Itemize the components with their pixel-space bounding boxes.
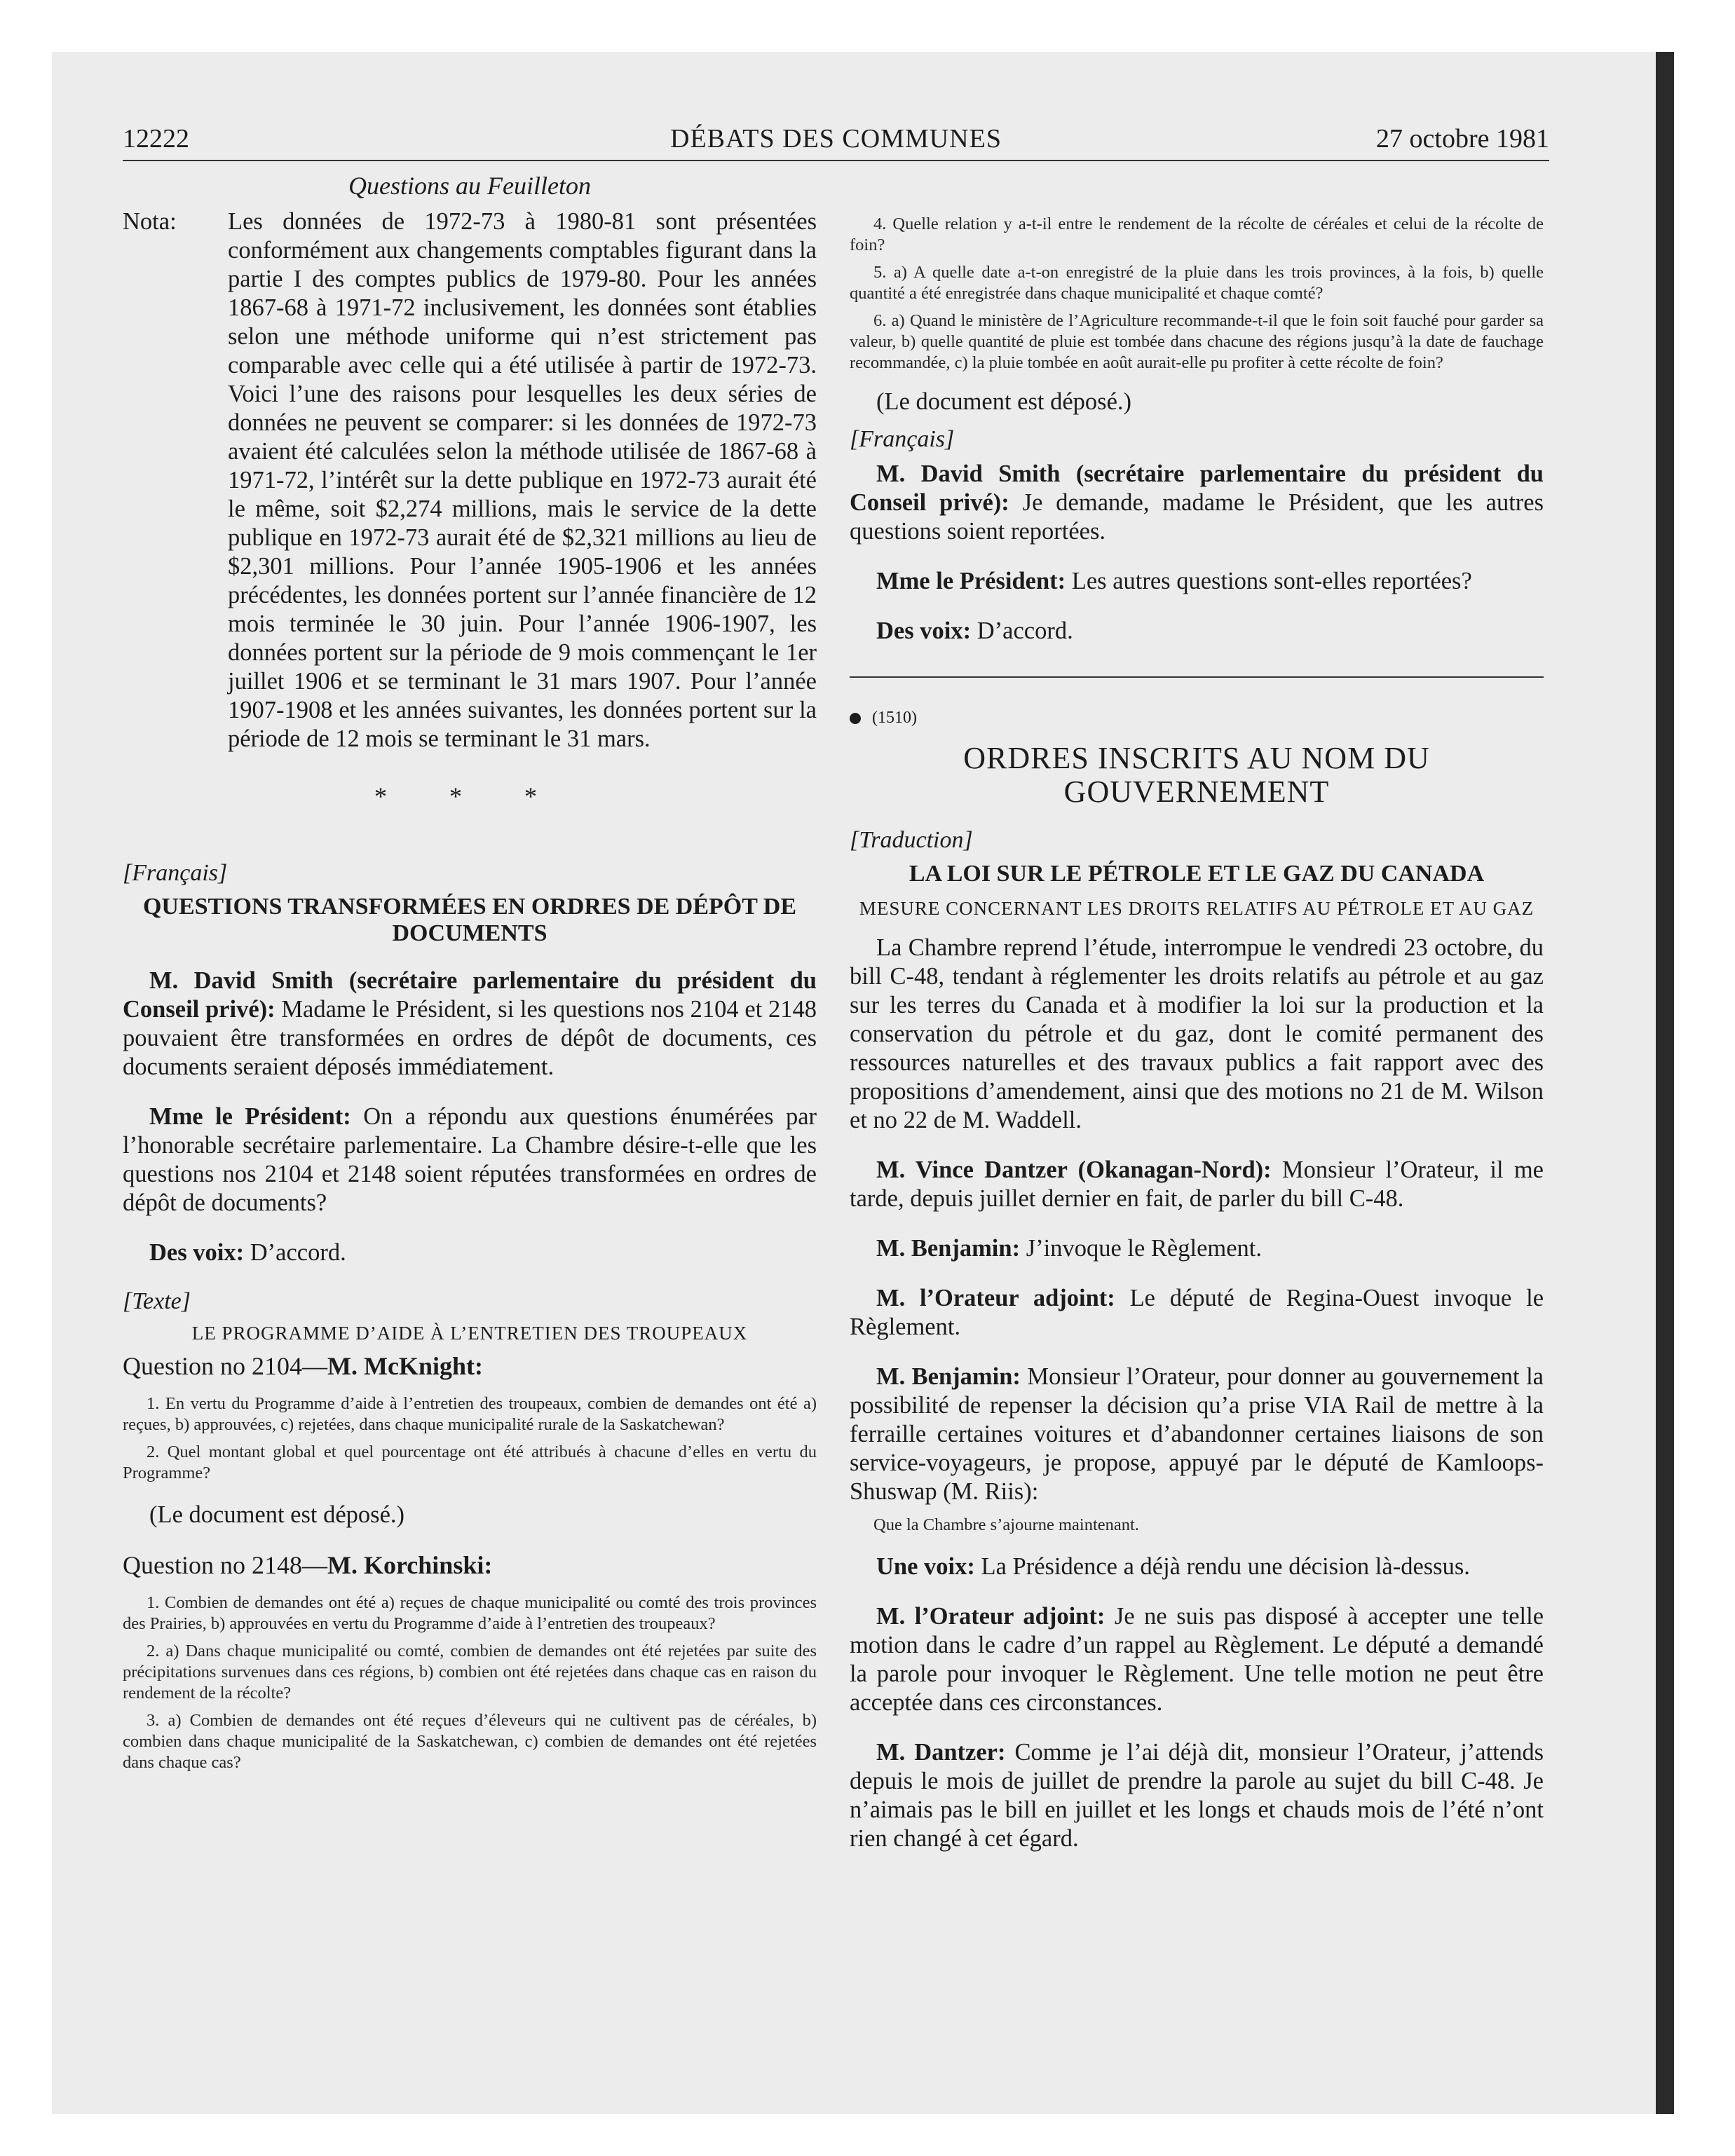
speech-text: Monsieur l’Orateur, il me tarde, depuis juillet dernier en fait, de parler du bill C-48.	[850, 1157, 1544, 1212]
bill-heading: LA LOI SUR LE PÉTROLE ET LE GAZ DU CANADA	[909, 861, 1485, 887]
speech	[123, 967, 817, 1082]
speech-text: Je demande, madame le Président, que les autres questions soient reportées.	[850, 489, 1544, 545]
language-tag: [Français]	[850, 426, 955, 452]
publication-title: DÉBATS DES COMMUNES	[670, 124, 1002, 153]
section-separator: * * *	[374, 782, 565, 810]
speech	[850, 460, 1544, 546]
speech	[850, 1284, 1544, 1342]
speech-text: Le député de Regina-Ouest invoque le Règlement.	[850, 1285, 1544, 1340]
speech-text: Je ne suis pas disposé à accepter une telle motion dans le cadre d’un rappel au Règlement. Le député a demandé la parole pour invoquer le Règlement. Une telle motion ne peut être acceptée dans ces circonstances.	[850, 1603, 1544, 1716]
section-title: Questions au Feuilleton	[348, 172, 591, 200]
speech-text: Madame le Président, si les questions nos 2104 et 2148 pouvaient être transformées en ordres de dépôt de documents, ces documents seraient déposés immédiatement.	[123, 996, 817, 1080]
bill-subheading: MESURE CONCERNANT LES DROITS RELATIFS AU PÉTROLE ET AU GAZ	[859, 898, 1535, 919]
speaker: M. l’Orateur adjoint:	[876, 1603, 1105, 1630]
bullet-icon	[850, 713, 861, 724]
speech	[850, 1156, 1544, 1213]
question-item: 2. a) Dans chaque municipalité ou comté, combien de demandes ont été rejetées par suite des précipitations survenues dans ces régions, b) combien ont été rejetées dans chaque cas en raison du rendement de la récolte?	[123, 1642, 817, 1703]
speech-text: Comme je l’ai déjà dit, monsieur l’Orateur, j’attends depuis le mois de juillet de prendre la parole au sujet du bill C-48. Je n’aimais pas le bill en juillet et les longs et chauds mois de l’été n’ont rien changé à cet égard.	[850, 1739, 1544, 1852]
time-stamp: (1510)	[872, 709, 917, 727]
question-number: Question no 2104—	[123, 1352, 327, 1380]
speech-text: J’invoque le Règlement.	[1026, 1235, 1262, 1262]
nota-block	[123, 207, 817, 753]
speech-text: D’accord.	[977, 618, 1073, 644]
speech	[850, 1738, 1544, 1853]
tabled-notice: (Le document est déposé.)	[876, 388, 1132, 415]
question-item: 2. Quel montant global et quel pourcentage ont été attribués à chacune d’elles en vertu du Programme?	[123, 1442, 817, 1482]
speaker: Mme le Président:	[149, 1103, 351, 1130]
question-number: Question no 2148—	[123, 1551, 327, 1579]
speaker: M. David Smith (secrétaire parlementaire du président du Conseil privé):	[850, 460, 1544, 516]
language-tag: [Français]	[123, 860, 228, 886]
speaker: M. Benjamin:	[876, 1235, 1021, 1262]
speaker: Une voix:	[876, 1553, 975, 1580]
question-author: M. McKnight:	[327, 1352, 483, 1380]
speaker: M. l’Orateur adjoint:	[876, 1285, 1115, 1311]
horizontal-rule	[850, 676, 1544, 678]
speech	[123, 1239, 817, 1267]
question-item: 3. a) Combien de demandes ont été reçues d’éleveurs qui ne cultivent pas de céréales, b) combien dans chaque municipalité de la Saskatchewan, c) combien de demandes ont été rejetées dans chaque cas?	[123, 1711, 817, 1772]
nota-text: Les données de 1972-73 à 1980-81 sont présentées conformément aux changements comptables figurant dans la partie I des comptes publics de 1979-80. Pour les années 1867-68 à 1971-72 inclusivement, les données sont établies selon une méthode uniforme qui n’est strictement pas comparable avec celle qui a été utilisée à partir de 1972-73. Voici l’une des raisons pour lesquelles les deux séries de données ne peuvent se comparer: si les données de 1972-73 avaient été calculées selon la méthode utilisée de 1867-68 à 1971-72, l’intérêt sur la dette publique en 1972-73 aurait été le même, soit $2,274 millions, mais le service de la dette publique en 1972-73 aurait été de $2,321 millions au lieu de $2,301 millions. Pour l’année 1905-1906 et les années précédentes, les données portent sur l’année financière de 12 mois terminée le 30 juin. Pour l’année 1906-1907, les données portent sur la période de 9 mois commençant le 1er juillet 1906 et se terminant le 31 mars 1907. Pour l’année 1907-1908 et les années suivantes, les données portent sur la période de 12 mois se terminant le 31 mars.	[228, 208, 817, 752]
speaker: M. Dantzer:	[876, 1739, 1006, 1766]
speaker: M. David Smith (secrétaire parlementaire du président du Conseil privé):	[123, 967, 817, 1023]
question-item: 4. Quelle relation y a-t-il entre le rendement de la récolte de céréales et celui de la récolte de foin?	[850, 214, 1544, 254]
page-number: 12222	[123, 124, 189, 153]
question-item: 6. a) Quand le ministère de l’Agriculture recommande-t-il que le foin soit fauché pour garder sa valeur, b) quelle quantité de pluie est tombée dans chacune des régions jusqu’à la date de fauchage recommandée, c) la pluie tombée en août aurait-elle pu profiter à cette récolte de foin?	[850, 311, 1544, 372]
speech	[850, 1363, 1544, 1506]
speaker: M. Benjamin:	[876, 1363, 1021, 1390]
question-item: 5. a) A quelle date a-t-on enregistré de la pluie dans les trois provinces, à la fois, b) quelle quantité a été enregistrée dans chaque municipalité et chaque comté?	[850, 263, 1544, 303]
left-column	[123, 168, 817, 1780]
speaker: M. Vince Dantzer (Okanagan-Nord):	[876, 1157, 1272, 1183]
speaker: Des voix:	[149, 1239, 245, 1266]
programme-heading: LE PROGRAMME D’AIDE À L’ENTRETIEN DES TROUPEAUX	[191, 1323, 748, 1344]
orders-heading: ORDRES INSCRITS AU NOM DU GOUVERNEMENT	[963, 741, 1430, 809]
speech	[850, 1602, 1544, 1717]
speech-text: On a répondu aux questions énumérées par l’honorable secrétaire parlementaire. La Chambre désire-t-elle que les questions nos 2104 et 2148 soient réputées transformées en ordres de dépôt de documents?	[123, 1103, 817, 1216]
question-item: 1. En vertu du Programme d’aide à l’entretien des troupeaux, combien de demandes ont été a) reçues, b) approuvées, c) rejetées, dans chaque municipalité rurale de la Saskatchewan?	[123, 1394, 817, 1434]
running-header	[123, 118, 1549, 161]
speech	[123, 1103, 817, 1217]
language-tag: [Traduction]	[850, 827, 973, 853]
speaker: Mme le Président:	[876, 568, 1066, 594]
speech	[850, 567, 1544, 596]
time-marker	[850, 709, 1544, 728]
speech	[850, 1234, 1544, 1263]
question-author: M. Korchinski:	[327, 1551, 493, 1579]
speech-text: D’accord.	[250, 1239, 346, 1266]
language-tag: [Texte]	[123, 1288, 191, 1314]
question-heading	[123, 1351, 817, 1381]
right-column	[850, 214, 1544, 1874]
chamber-paragraph: La Chambre reprend l’étude, interrompue le vendredi 23 octobre, du bill C-48, tendant à réglementer les droits relatifs au pétrole et au gaz sur les terres du Canada et à modifier la loi sur la production et la conservation du pétrole et du gaz, dont le comité permanent des ressources naturelles et des travaux publics a fait rapport avec des propositions d’amendement, ainsi que des motions no 21 de M. Wilson et no 22 de M. Waddell.	[850, 934, 1544, 1133]
question-heading	[123, 1550, 817, 1580]
speech	[850, 617, 1544, 646]
speech-text: Monsieur l’Orateur, pour donner au gouvernement la possibilité de repenser la décision qu’a prise VIA Rail de mettre à la ferraille certaines voitures et d’abandonner certaines liaisons de son service-voyageurs, je propose, appuyé par le député de Kamloops-Shuswap (M. Riis):	[850, 1363, 1544, 1505]
nota-label: Nota:	[123, 208, 177, 235]
page-date: 27 octobre 1981	[1376, 124, 1549, 153]
speech-text: La Présidence a déjà rendu une décision là-dessus.	[981, 1553, 1470, 1580]
speech-text: Les autres questions sont-elles reportées?	[1071, 568, 1472, 594]
question-item: 1. Combien de demandes ont été a) reçues de chaque municipalité ou comté des trois provinces des Prairies, b) approuvées en vertu du Programme d’aide à l’entretien des troupeaux?	[123, 1593, 817, 1633]
speech	[850, 1553, 1544, 1581]
motion-text: Que la Chambre s’ajourne maintenant.	[873, 1515, 1139, 1534]
section-heading: QUESTIONS TRANSFORMÉES EN ORDRES DE DÉPÔT DE DOCUMENTS	[142, 894, 797, 946]
binding-edge	[1656, 52, 1674, 2114]
tabled-notice: (Le document est déposé.)	[149, 1501, 405, 1528]
speaker: Des voix:	[876, 618, 972, 644]
